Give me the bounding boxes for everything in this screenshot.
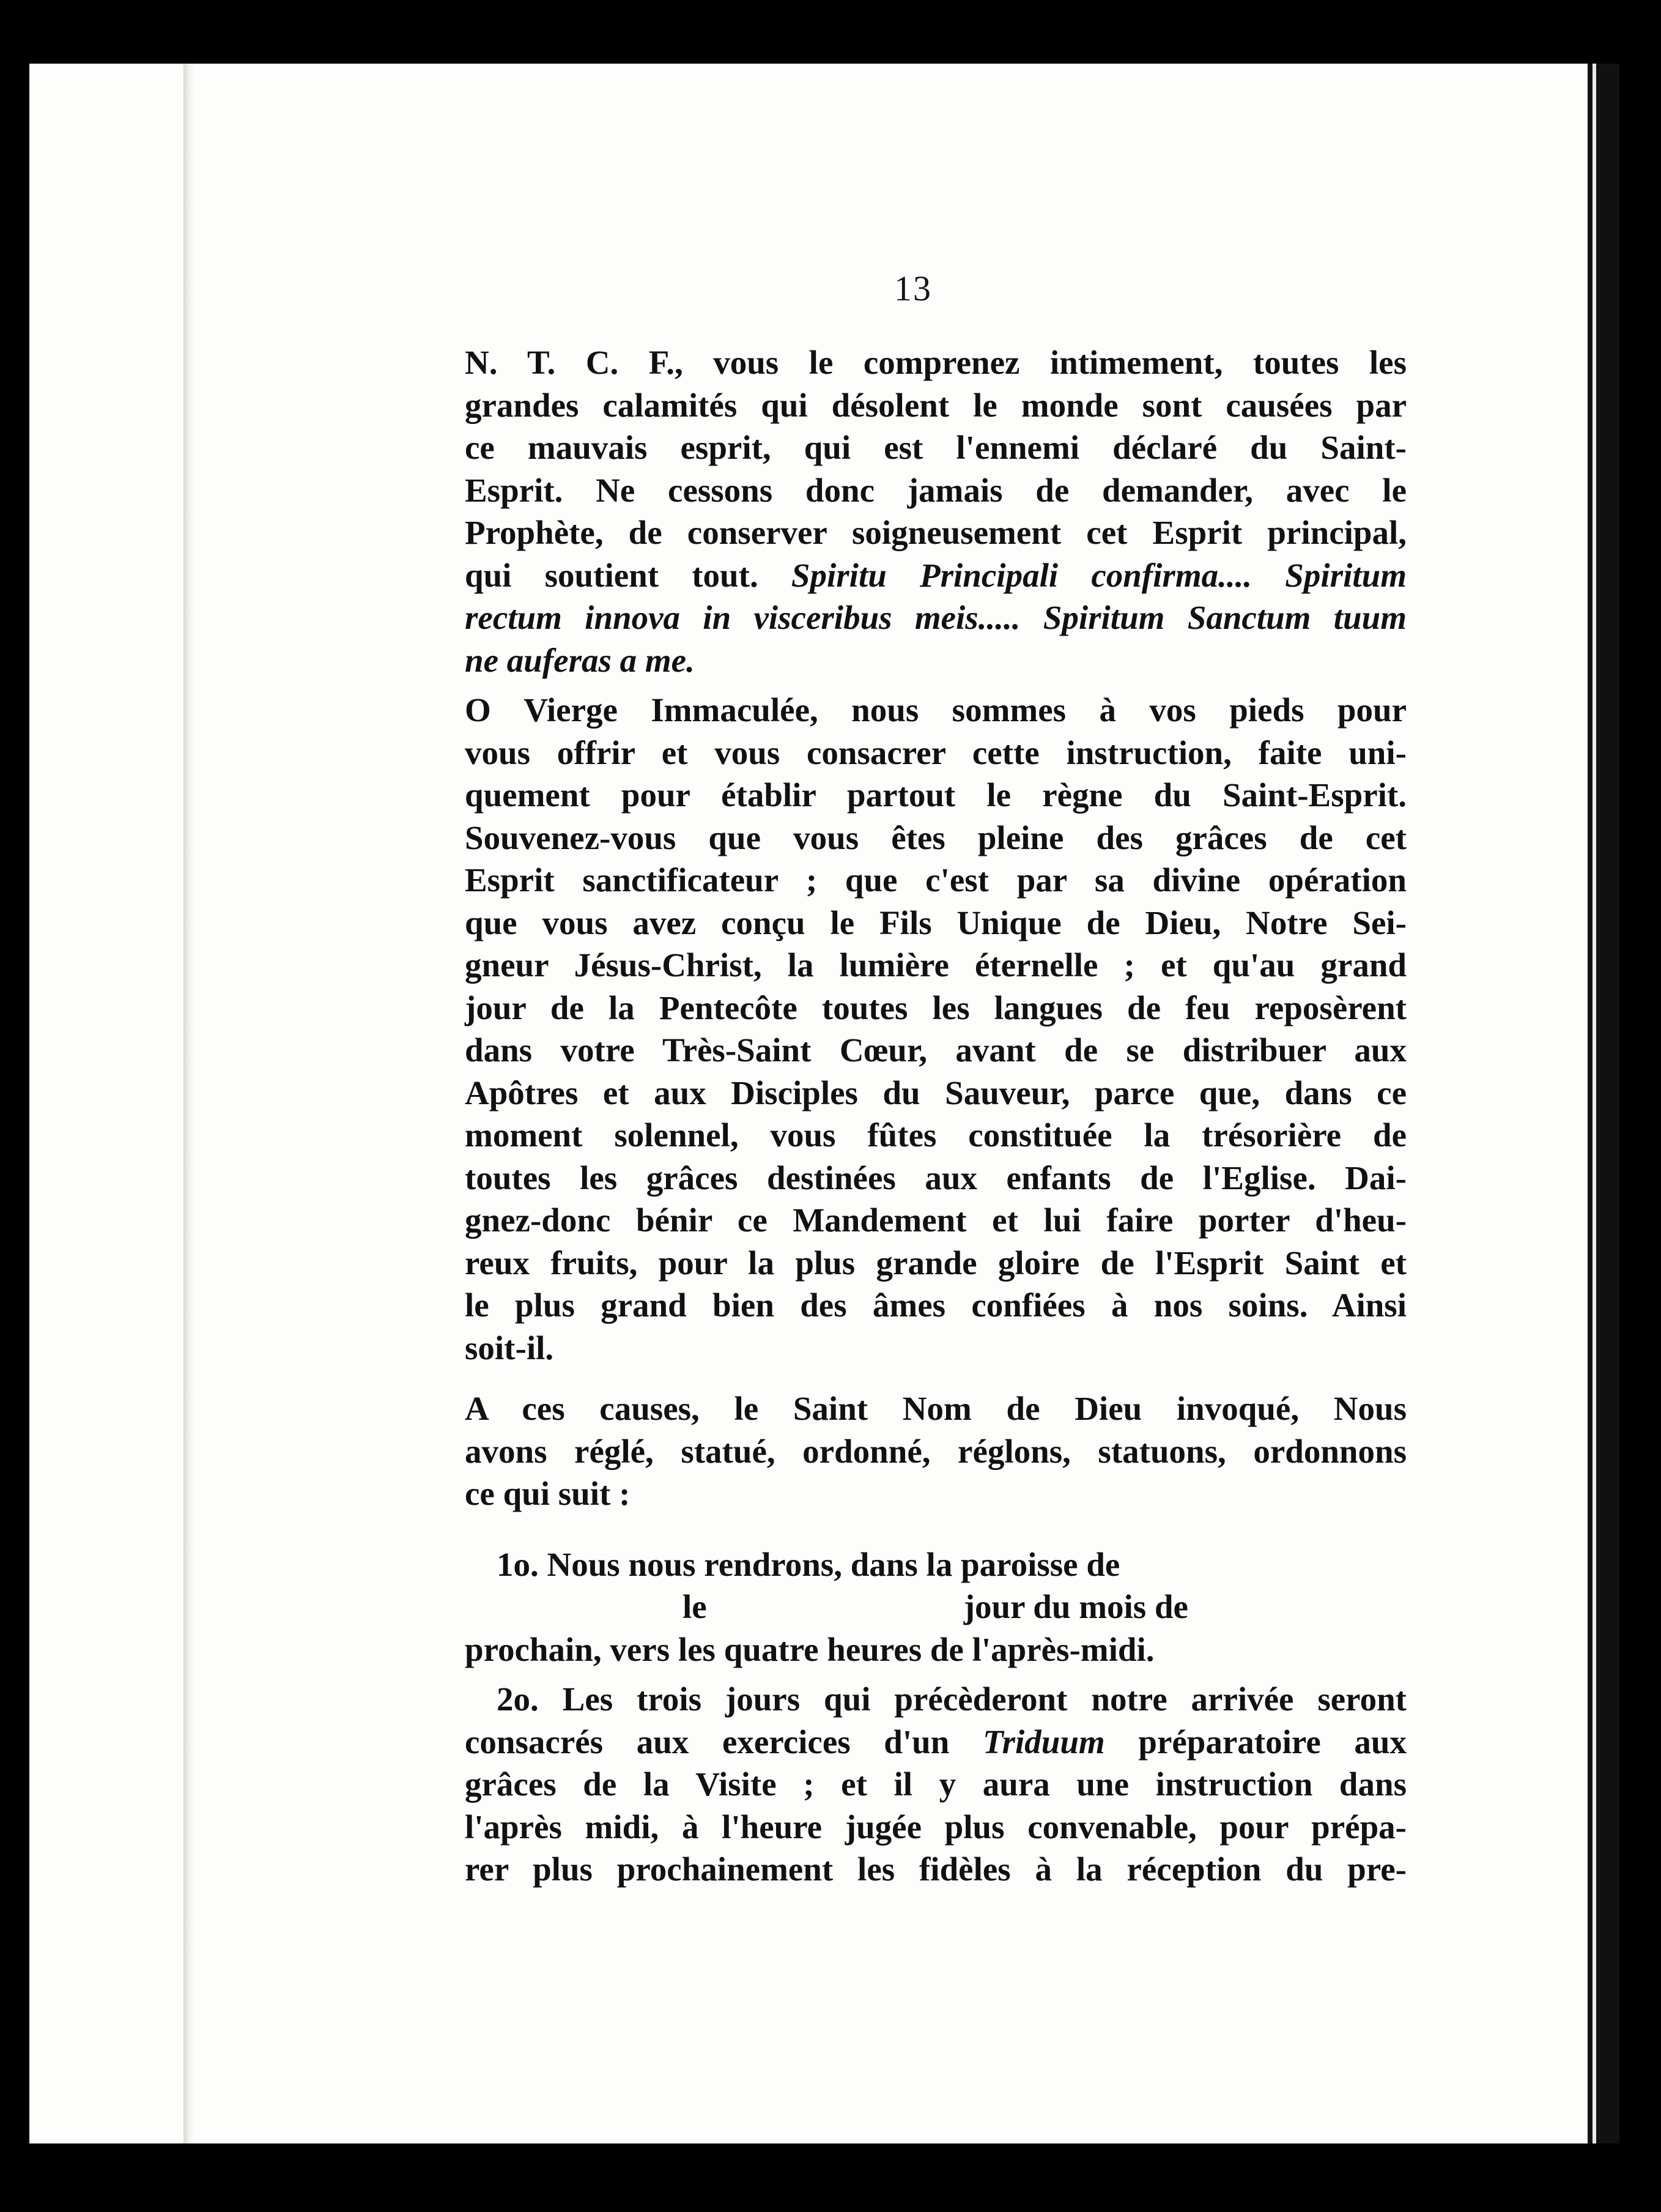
text-line: le plus grand bien des âmes confiées à nos soins. Ainsi xyxy=(465,1286,1407,1324)
text-line: avons réglé, statué, ordonné, réglons, statuons, ordonnons xyxy=(465,1432,1407,1470)
text-line: soit-il. xyxy=(465,1329,554,1367)
right-page-edge xyxy=(1593,64,1596,2143)
text-line: reux fruits, pour la plus grande gloire de l'Esprit Saint et xyxy=(465,1244,1407,1282)
text-line: moment solennel, vous fûtes constituée la trésorière de xyxy=(465,1116,1407,1154)
text-line: Souvenez-vous que vous êtes pleine des grâces de cet xyxy=(465,818,1407,856)
text-fragment: jour du mois de xyxy=(963,1588,1188,1625)
text-line: rer plus prochainement les fidèles à la réception du pre- xyxy=(465,1850,1407,1888)
text-plain: préparatoire aux xyxy=(1104,1723,1407,1761)
text-line-mixed xyxy=(465,1721,1407,1764)
text-line: que vous avez conçu le Fils Unique de Dieu, Notre Sei- xyxy=(465,904,1407,941)
latin-quote-line: rectum innova in visceribus meis..... Spiritum Sanctum tuum xyxy=(465,599,1407,636)
text-line: grâces de la Visite ; et il y aura une instruction dans xyxy=(465,1765,1407,1803)
body-text xyxy=(465,341,1407,1891)
text-line-mixed xyxy=(465,554,1407,597)
text-line: Esprit sanctificateur ; que c'est par sa divine opération xyxy=(465,861,1407,899)
paragraph-1 xyxy=(465,341,1407,681)
italic-term: Triduum xyxy=(983,1723,1105,1761)
text-line: O Vierge Immaculée, nous sommes à vos pieds pour xyxy=(465,691,1407,729)
text-line: Apôtres et aux Disciples du Sauveur, parce que, dans ce xyxy=(465,1074,1407,1112)
paragraph-2 xyxy=(465,689,1407,1369)
text-line: 1o. Nous nous rendrons, dans la paroisse de xyxy=(497,1545,1120,1583)
text-plain: qui soutient tout. xyxy=(465,556,791,594)
text-line: dans votre Très-Saint Cœur, avant de se distribuer aux xyxy=(465,1031,1407,1069)
text-line: gnez-donc bénir ce Mandement et lui faire porter d'heu- xyxy=(465,1201,1407,1239)
text-line: quement pour établir partout le règne du Saint-Esprit. xyxy=(465,776,1407,814)
text-line: vous offrir et vous consacrer cette instruction, faite uni- xyxy=(465,733,1407,771)
text-line: l'après midi, à l'heure jugée plus convenable, pour prépa- xyxy=(465,1808,1407,1846)
text-line: prochain, vers les quatre heures de l'après-midi. xyxy=(465,1630,1155,1668)
text-fragment: le xyxy=(683,1588,707,1625)
page-binding-edge xyxy=(183,64,194,2143)
text-line: grandes calamités qui désolent le monde sont causées par xyxy=(465,386,1407,424)
paragraph-3 xyxy=(465,1387,1407,1515)
text-line: ce mauvais esprit, qui est l'ennemi déclaré du Saint- xyxy=(465,429,1407,466)
text-plain: consacrés aux exercices d'un xyxy=(465,1723,983,1761)
latin-quote: Spiritu Principali confirma.... Spiritum xyxy=(791,556,1407,594)
page-number: 13 xyxy=(894,269,932,308)
text-line: gneur Jésus-Christ, la lumière éternelle ; et qu'au grand xyxy=(465,946,1407,984)
text-line: N. T. C. F., vous le comprenez intimement, toutes les xyxy=(465,344,1407,381)
latin-quote-line: ne auferas a me. xyxy=(465,641,695,679)
text-line: A ces causes, le Saint Nom de Dieu invoqué, Nous xyxy=(465,1390,1407,1427)
text-line: Prophète, de conserver soigneusement cet Esprit principal, xyxy=(465,514,1407,551)
text-line-blanks xyxy=(465,1586,1407,1628)
article-1 xyxy=(465,1543,1407,1671)
text-line: toutes les grâces destinées aux enfants de l'Eglise. Dai- xyxy=(465,1159,1407,1197)
text-line: jour de la Pentecôte toutes les langues de feu reposèrent xyxy=(465,989,1407,1026)
text-line: ce qui suit : xyxy=(465,1475,631,1512)
text-line: Esprit. Ne cessons donc jamais de demander, avec le xyxy=(465,471,1407,509)
article-2 xyxy=(465,1678,1407,1891)
text-line: 2o. Les trois jours qui précèderont notre arrivée seront xyxy=(497,1680,1407,1718)
